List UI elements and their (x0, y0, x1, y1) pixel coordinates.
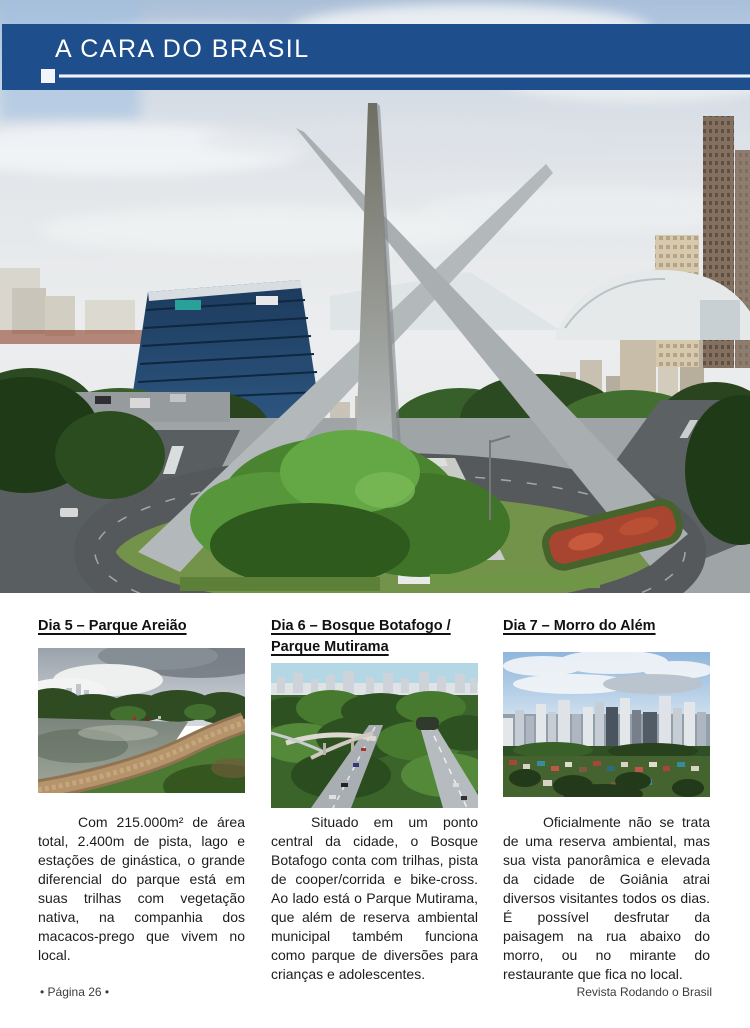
title-rule-square (41, 69, 55, 83)
body-dia6: Situado em um ponto central da cidade, o Bosque Botafogo conta com trilhas, pista de cooper/corrida e bike-cross. Ao lado está o Parque Mutirama, que além de reserva ambiental municipal também funciona como parque de diversões para crianças e adolescentes. (271, 814, 478, 982)
title-bar (2, 24, 750, 90)
body-dia7: Oficialmente não se trata de uma reserva ambiental, mas sua vista panorâmica e elevada da cidade de Goiânia atrai diversos visitantes todos os dias. É possível desfrutar da paisagem na rua abaixo do morro, ou no mirante do restaurante que fica no local. (503, 814, 710, 982)
column-dia7 (503, 616, 710, 982)
footer-magazine-name: Revista Rodando o Brasil (576, 985, 712, 999)
photo-morro-do-alem (503, 652, 710, 797)
heading-dia5: Dia 5 – Parque Areião (38, 618, 187, 634)
title-rule-line (59, 74, 750, 78)
column-dia6 (271, 616, 478, 982)
heading-dia6: Dia 6 – Bosque Botafogo / Parque Mutirama (271, 618, 451, 655)
photo-parque-areiao (38, 648, 245, 793)
heading-dia7: Dia 7 – Morro do Além (503, 618, 656, 634)
photo-bosque-botafogo (271, 663, 478, 808)
page-title: A CARA DO BRASIL (55, 35, 310, 63)
footer-page-number: • Página 26 • (40, 985, 110, 999)
body-dia5: Com 215.000m² de área total, 2.400m de pista, lago e estações de ginástica, o grande diferencial do parque está em suas trilhas com vegetação nativa, na companhia dos macacos-prego que vivem no local. (38, 814, 245, 963)
column-dia5 (38, 616, 245, 963)
